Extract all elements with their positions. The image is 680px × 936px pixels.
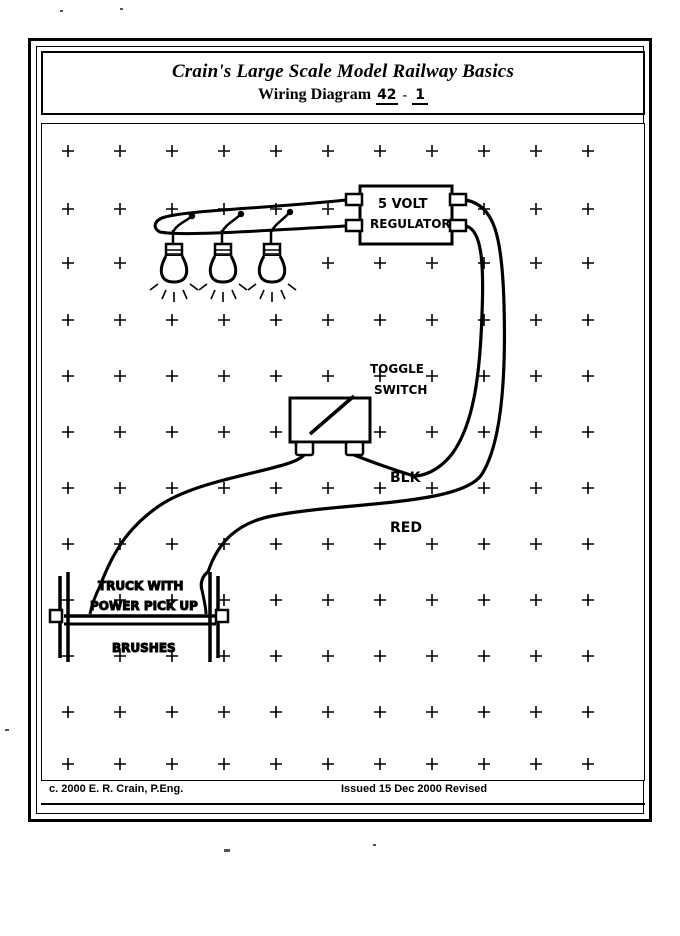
lamp-1 [150,230,198,302]
scan-speck [120,8,123,10]
toggle-switch [290,362,427,455]
diagram-subtitle-text: Wiring Diagram [258,86,372,103]
page-footer [41,781,645,807]
page-frame [28,38,652,822]
scan-speck [373,844,376,846]
toggle-switch-label-line2: SWITCH [374,383,428,397]
voltage-regulator [346,186,466,244]
wire-red [208,200,504,572]
wire-toggle-to-truck [100,455,414,590]
wiring-diagram-canvas [41,123,645,781]
scan-speck [60,10,63,12]
grid-marker-layer [62,145,594,770]
copyright-text: c. 2000 E. R. Crain, P.Eng. [49,783,184,795]
truck-label-line3: BRUSHES [112,641,176,655]
scan-speck [5,729,9,731]
diagram-subtitle [43,86,643,105]
red-wire-label: RED [390,520,422,536]
regulator-label-line2: REGULATOR [370,217,451,231]
diagram-number-dash: - [402,88,408,103]
issued-text: Issued 15 Dec 2000 Revised [341,783,488,795]
lamp-2 [199,230,247,302]
page-title: Crain's Large Scale Model Railway Basics [171,61,515,82]
regulator-label-line1: 5 VOLT [378,197,428,212]
wire-lamp-bus [155,200,346,234]
diagram-revision: 1 [412,87,428,105]
black-wire-label: BLK [390,470,421,486]
truck-label-line1: TRUCK WITH [98,579,184,593]
wire-black [414,226,483,476]
footer-divider [41,803,645,805]
scan-speck [224,849,230,852]
toggle-switch-label-line1: TOGGLE [370,362,424,376]
truck-label-line2: POWER PICK UP [90,599,198,613]
title-block [41,51,645,115]
lamp-3 [248,230,296,302]
diagram-number: 42 [377,87,397,103]
